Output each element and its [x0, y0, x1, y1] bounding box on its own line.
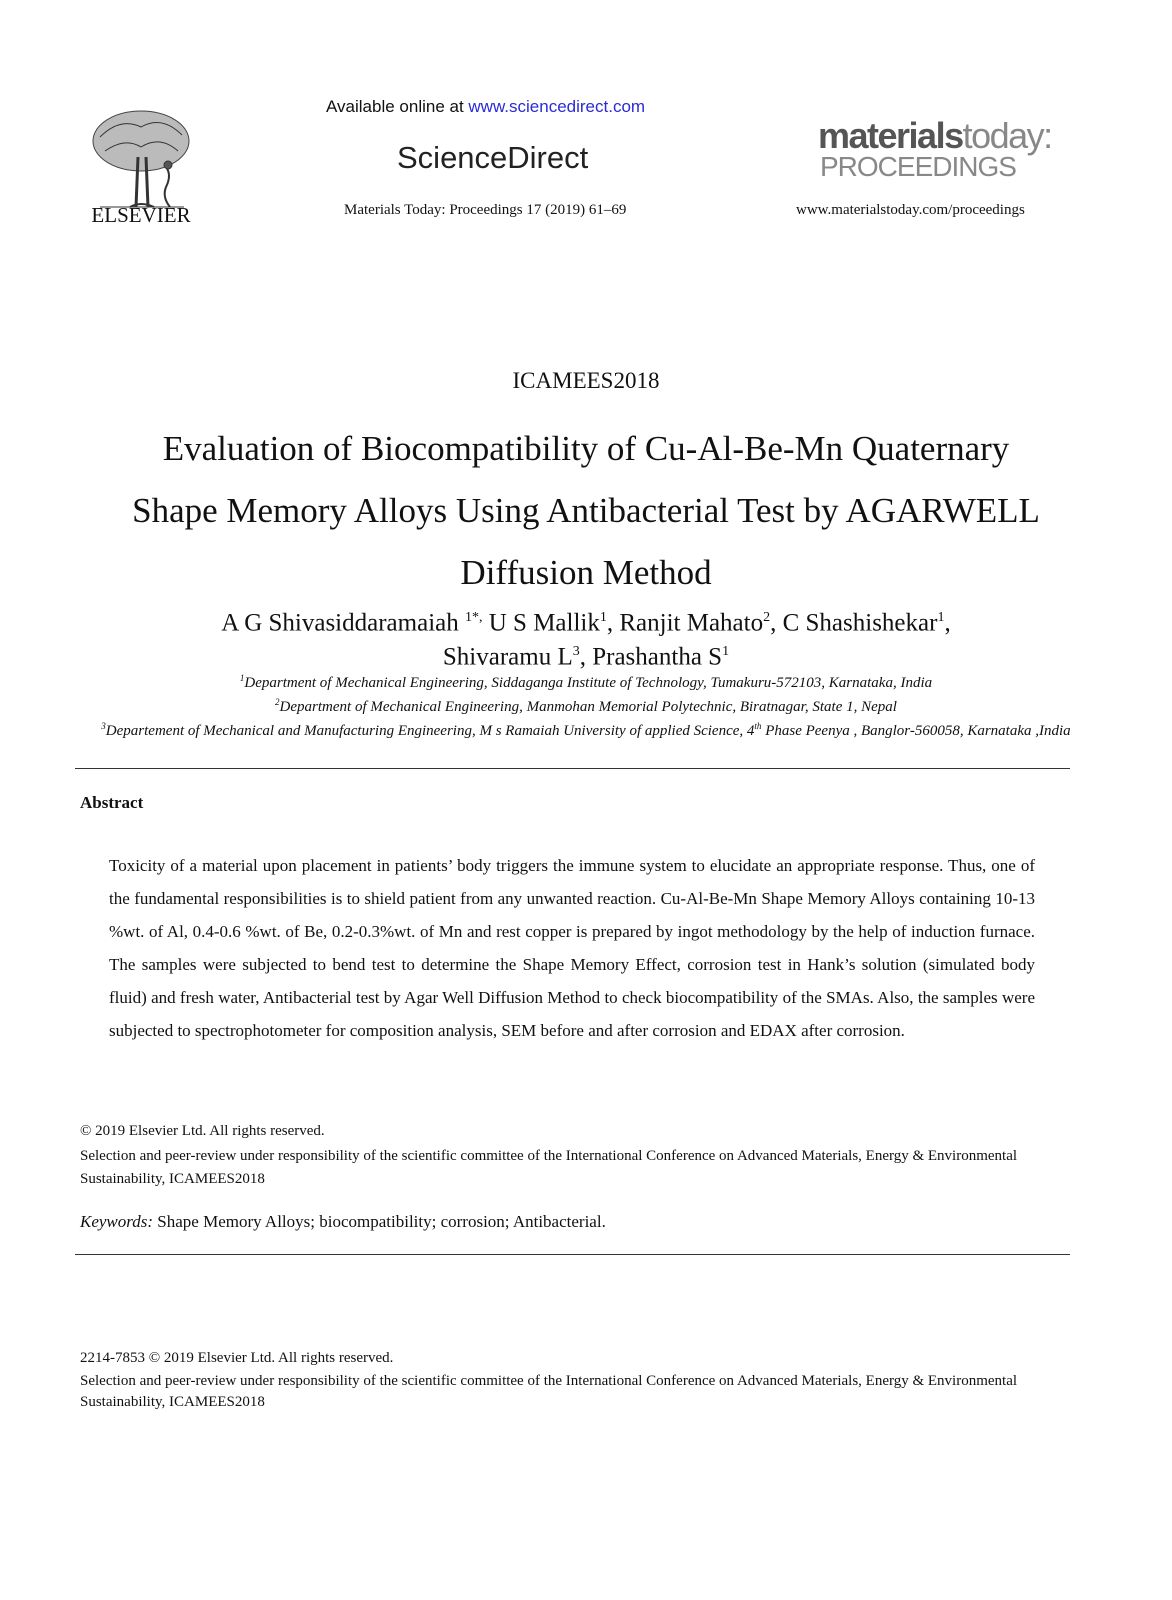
available-prefix: Available online at	[326, 97, 469, 116]
sciencedirect-brand: ScienceDirect	[397, 140, 589, 175]
author-separator: ,	[944, 609, 951, 637]
affil-mark: 3	[101, 721, 106, 731]
author-name: , Ranjit Mahato	[606, 609, 764, 637]
author-name: , Prashantha S	[579, 643, 723, 671]
affil-mark: 2	[275, 697, 280, 707]
peer-review-notice: Selection and peer-review under responsibility of the scientific committee of the International Conference on Advanced Materials, Energy & Environmental Sustainability, ICAMEES2018	[80, 1148, 1018, 1187]
keywords-list: Shape Memory Alloys; biocompatibility; corrosion; Antibacterial.	[153, 1212, 606, 1231]
logo-materials: materials	[818, 115, 963, 156]
keywords	[80, 1212, 606, 1232]
title-line: Evaluation of Biocompatibility of Cu-Al-Be-Mn Quaternary	[162, 429, 1010, 468]
available-online	[326, 97, 645, 117]
affil-text: Phase Peenya , Banglor-560058, Karnataka ,India	[761, 723, 1071, 739]
keywords-label: Keywords:	[80, 1212, 154, 1231]
paper-title	[80, 418, 1092, 604]
affil-mark: 1	[239, 673, 245, 683]
affil-ordinal: th	[754, 721, 762, 731]
author-affil-mark: 2	[763, 610, 771, 625]
affiliation-item	[60, 693, 1112, 717]
author-affil-mark: 1	[937, 610, 945, 625]
journal-reference: Materials Today: Proceedings 17 (2019) 61–69	[344, 202, 627, 218]
author-name: Shivaramu L	[442, 643, 573, 671]
author-name: , C Shashishekar	[770, 609, 938, 637]
affiliation-item	[60, 717, 1112, 741]
author-name: U S Mallik	[482, 609, 600, 637]
title-line: Diffusion Method	[460, 553, 712, 592]
materials-today-logo	[818, 115, 1058, 182]
affiliation-item	[60, 669, 1112, 693]
copyright-notice: © 2019 Elsevier Ltd. All rights reserved.	[80, 1123, 325, 1139]
author-affil-mark: 1	[722, 644, 730, 660]
logo-proceedings: PROCEEDINGS	[820, 151, 1016, 182]
logo-today: today:	[962, 115, 1052, 156]
author-name: A G Shivasiddaramaiah	[221, 609, 465, 637]
author-affil-mark: 1	[599, 610, 607, 625]
author-list	[86, 603, 1086, 672]
footer-peer-review: Selection and peer-review under responsibility of the scientific committee of the International Conference on Advanced Materials, Energy & Environmental Sustainability, ICAMEES2018	[80, 1373, 1018, 1410]
abstract-text: Toxicity of a material upon placement in patients’ body triggers the immune system to elucidate an appropriate response. Thus, one of the fundamental responsibilities is to shield patient from any unwanted reaction. Cu-Al-Be-Mn Shape Memory Alloys containing 10-13 %wt. of Al, 0.4-0.6 %wt. of Be, 0.2-0.3%wt. of Mn and rest copper is prepared by ingot methodology by the help of induction furnace. The samples were subjected to bend test to determine the Shape Memory Effect, corrosion test in Hank’s solution (simulated body fluid) and fresh water, Antibacterial test by Agar Well Diffusion Method to check biocompatibility of the SMAs. Also, the samples were subjected to spectrophotometer for composition analysis, SEM before and after corrosion and EDAX after corrosion.	[109, 856, 1035, 1040]
abstract-heading: Abstract	[80, 793, 144, 812]
footer-issn: 2214-7853 © 2019 Elsevier Ltd. All rights reserved.	[80, 1350, 394, 1366]
divider	[75, 1254, 1070, 1255]
conference-name: ICAMEES2018	[512, 368, 660, 393]
affil-text: Department of Mechanical Engineering, Manmohan Memorial Polytechnic, Biratnagar, State 1, Nepal	[279, 699, 897, 715]
sciencedirect-link[interactable]: www.sciencedirect.com	[468, 97, 646, 116]
affiliations	[60, 669, 1112, 741]
publisher-logo-text: ELSEVIER	[91, 203, 191, 227]
author-affil-mark: 3	[572, 644, 580, 660]
title-line: Shape Memory Alloys Using Antibacterial Test by AGARWELL	[132, 491, 1040, 530]
author-affil-mark: 1*,	[464, 610, 483, 625]
affil-text: Departement of Mechanical and Manufacturing Engineering, M s Ramaiah University of applied Science, 4	[105, 723, 755, 739]
divider	[75, 768, 1070, 769]
journal-url: www.materialstoday.com/proceedings	[796, 202, 1025, 218]
affil-text: Department of Mechanical Engineering, Siddaganga Institute of Technology, Tumakuru-572103, Karnataka, India	[244, 675, 933, 691]
